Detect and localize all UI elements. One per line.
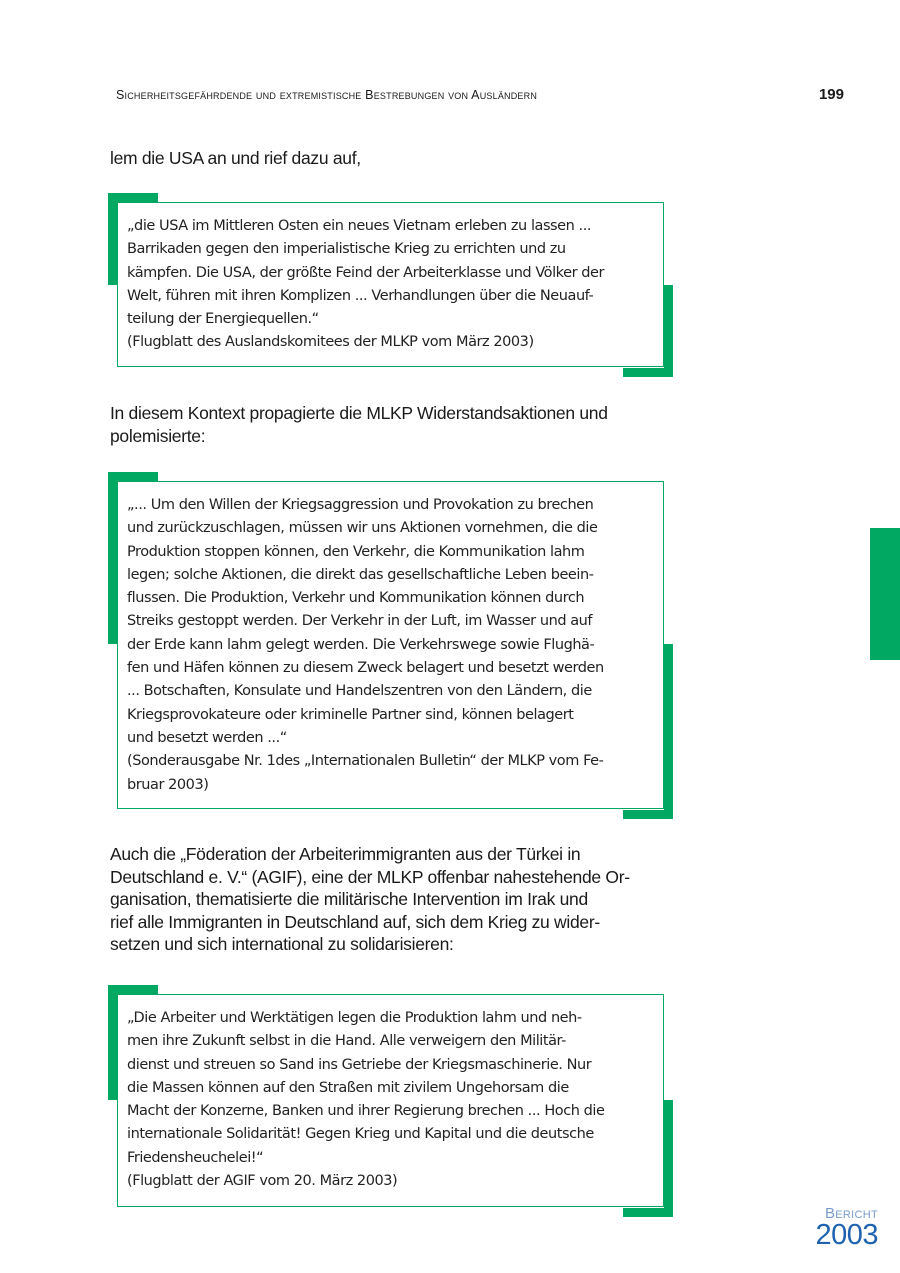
quote-line: Streiks gestoppt werden. Der Verkehr in der Luft, im Wasser und auf <box>127 613 593 630</box>
quote-line: „... Um den Willen der Kriegsaggression und Provokation zu brechen <box>127 497 594 513</box>
quote-line: Kriegsprovokateure oder kriminelle Partner sind, können belagert <box>127 706 574 723</box>
paragraph-3 <box>110 843 670 956</box>
quote-source: (Flugblatt der AGIF vom 20. März 2003) <box>127 1173 398 1190</box>
quote-line: flussen. Die Produktion, Verkehr und Kommunikation können durch <box>127 590 585 607</box>
accent-bar <box>108 472 117 644</box>
paragraph-line: rief alle Immigranten in Deutschland auf, sich dem Krieg zu wider- <box>110 911 600 932</box>
quote-line: teilung der Energiequellen.“ <box>127 311 319 328</box>
quote-line: dienst und streuen so Sand ins Getriebe der Kriegsmaschinerie. Nur <box>127 1056 592 1073</box>
quote-line: und zurückzuschlagen, müssen wir uns Aktionen vornehmen, die die <box>127 520 598 537</box>
quote-line: Welt, führen mit ihren Komplizen ... Verhandlungen über die Neuauf- <box>127 287 594 304</box>
accent-bar <box>108 193 117 285</box>
quote-box-2 <box>117 481 664 809</box>
accent-bar <box>623 368 673 377</box>
accent-bar <box>108 985 117 1100</box>
paragraph-line: Auch die „Föderation der Arbeiterimmigranten aus der Türkei in <box>110 844 581 864</box>
report-logo-year: 2003 <box>815 1219 878 1251</box>
running-header <box>116 88 846 110</box>
paragraph-line: lem die USA an und rief dazu auf, <box>110 148 361 168</box>
quote-source: (Flugblatt des Auslandskomitees der MLKP vom März 2003) <box>127 334 534 351</box>
quote-line: „die USA im Mittleren Osten ein neues Vietnam erleben zu lassen ... <box>127 218 592 234</box>
quote-box-1 <box>117 202 664 367</box>
running-header-title: Sicherheitsgefährdende und extremistische Bestrebungen von Ausländern <box>116 88 538 102</box>
quote-line: und besetzt werden ...“ <box>127 729 287 746</box>
accent-bar <box>623 1208 673 1217</box>
accent-bar <box>664 1100 673 1217</box>
quote-line: der Erde kann lahm gelegt werden. Die Verkehrswege sowie Flughä- <box>127 636 595 653</box>
accent-bar <box>664 644 673 819</box>
quote-line: Friedensheuchelei!“ <box>127 1149 264 1166</box>
quote-line: men ihre Zukunft selbst in die Hand. Alle verweigern den Militär- <box>127 1033 566 1050</box>
report-logo-word: Bericht <box>824 1205 878 1222</box>
paragraph-2 <box>110 402 670 447</box>
report-logo <box>815 1205 878 1251</box>
accent-bar <box>108 985 158 994</box>
paragraph-line: Deutschland e. V.“ (AGIF), eine der MLKP offenbar nahestehende Or- <box>110 866 630 887</box>
quote-source: (Sonderausgabe Nr. 1des „Internationalen Bulletin“ der MLKP vom Fe- <box>127 753 604 770</box>
accent-bar <box>623 810 673 819</box>
paragraph-1 <box>110 147 670 170</box>
quote-source: bruar 2003) <box>127 776 209 793</box>
quote-line: Barrikaden gegen den imperialistische Krieg zu errichten und zu <box>127 241 566 258</box>
quote-line: „Die Arbeiter und Werktätigen legen die Produktion lahm und neh- <box>127 1010 582 1026</box>
paragraph-line: In diesem Kontext propagierte die MLKP Widerstandsaktionen und <box>110 403 608 423</box>
quote-line: internationale Solidarität! Gegen Krieg und Kapital und die deutsche <box>127 1126 594 1143</box>
quote-line: Produktion stoppen können, den Verkehr, die Kommunikation lahm <box>127 543 585 560</box>
quote-block-2 <box>108 472 673 819</box>
quote-block-1 <box>108 193 673 377</box>
paragraph-line: polemisierte: <box>110 425 206 446</box>
quote-line: Macht der Konzerne, Banken und ihrer Regierung brechen ... Hoch die <box>127 1103 605 1120</box>
quote-box-3 <box>117 994 664 1207</box>
paragraph-line: ganisation, thematisierte die militärische Intervention im Irak und <box>110 889 588 909</box>
accent-bar <box>108 193 158 202</box>
quote-block-3 <box>108 985 673 1217</box>
chapter-tab-marker <box>870 528 900 660</box>
quote-line: kämpfen. Die USA, der größte Feind der Arbeiterklasse und Völker der <box>127 264 604 281</box>
quote-line: die Massen können auf den Straßen mit zivilem Ungehorsam die <box>127 1079 569 1096</box>
quote-line: fen und Häfen können zu diesem Zweck belagert und besetzt werden <box>127 660 604 677</box>
accent-bar <box>108 472 158 481</box>
paragraph-line: setzen und sich international zu solidarisieren: <box>110 934 454 954</box>
quote-line: ... Botschaften, Konsulate und Handelszentren von den Ländern, die <box>127 683 592 700</box>
quote-line: legen; solche Aktionen, die direkt das gesellschaftliche Leben beein- <box>127 566 594 583</box>
page-number: 199 <box>818 86 844 103</box>
accent-bar <box>664 285 673 377</box>
